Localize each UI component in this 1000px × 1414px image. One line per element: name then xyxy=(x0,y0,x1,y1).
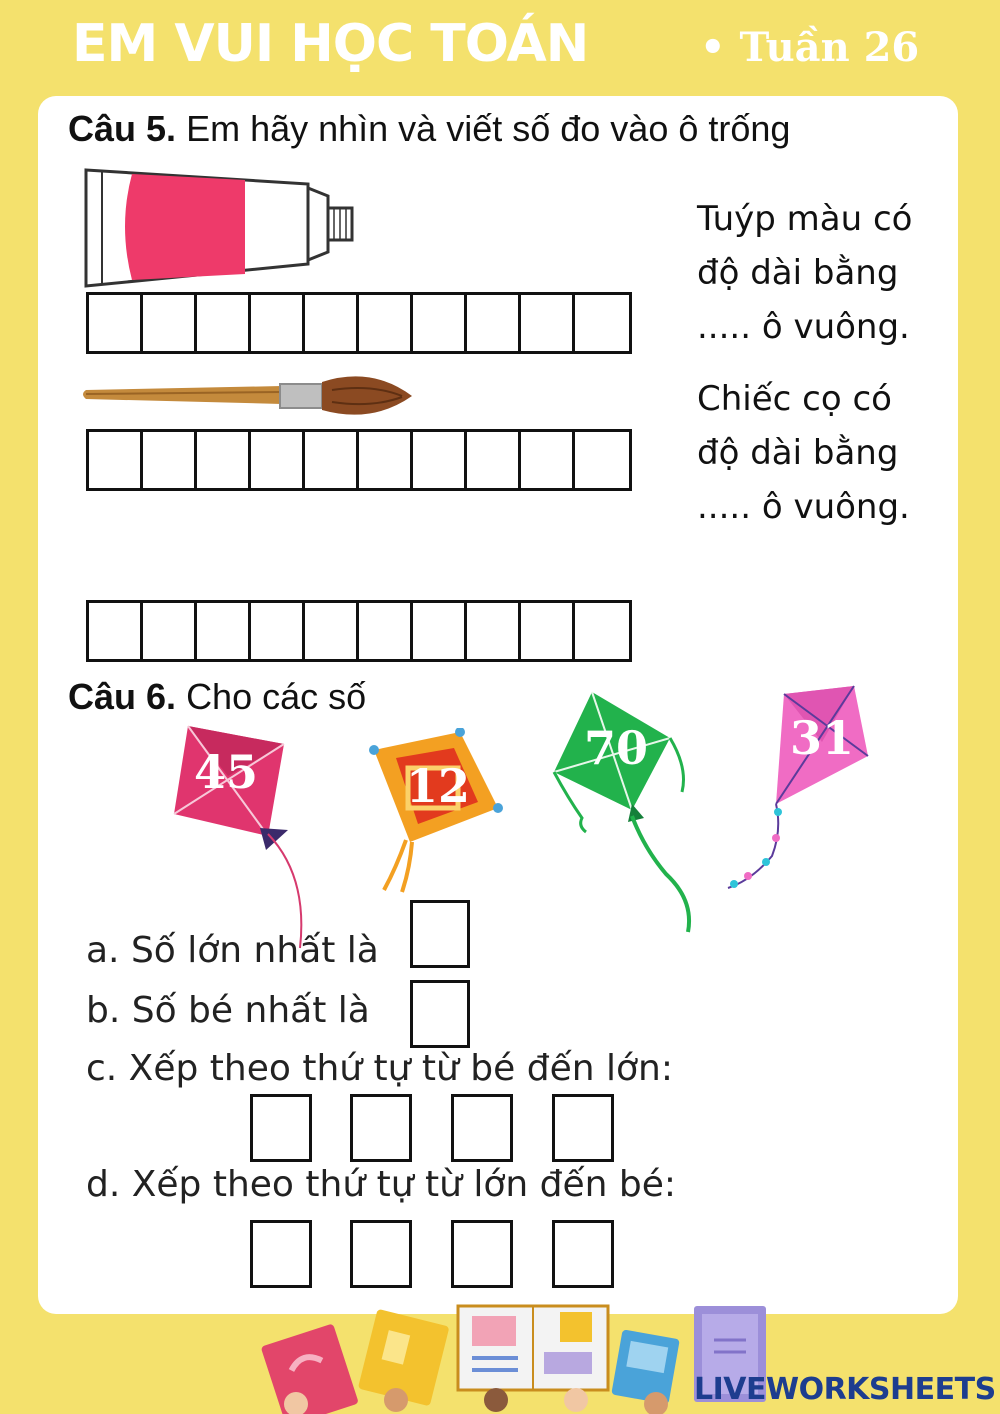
largest-number-input[interactable] xyxy=(410,900,470,968)
brush-length-note: Chiếc cọ có độ dài bằng ..... ô vuông. xyxy=(697,372,910,534)
ascending-order-input-2[interactable] xyxy=(350,1094,412,1162)
kite-45-number: 45 xyxy=(193,745,259,799)
ascending-order-input-4[interactable] xyxy=(552,1094,614,1162)
ascending-order-input-3[interactable] xyxy=(451,1094,513,1162)
tube-measure-grid xyxy=(86,292,632,354)
paint-tube-illustration xyxy=(80,166,370,292)
question-6d-text: d. Xếp theo thứ tự từ lớn đến bé: xyxy=(86,1164,677,1205)
kite-70-number: 70 xyxy=(583,721,649,775)
header-title: EM VUI HỌC TOÁN xyxy=(72,14,589,74)
question-6b-text: b. Số bé nhất là xyxy=(86,990,370,1031)
question-5-label: Câu 5. xyxy=(68,108,177,149)
brush-measure-grid xyxy=(86,429,632,491)
descending-order-input-1[interactable] xyxy=(250,1220,312,1288)
question-6-title xyxy=(68,676,366,718)
descending-order-input-2[interactable] xyxy=(350,1220,412,1288)
question-6c-text: c. Xếp theo thứ tự từ bé đến lớn: xyxy=(86,1048,673,1089)
question-6-text: Cho các số xyxy=(186,676,367,717)
kite-70 xyxy=(548,688,698,936)
kite-31 xyxy=(722,680,872,900)
kite-31-number: 31 xyxy=(789,711,855,765)
kite-45 xyxy=(168,716,318,956)
paintbrush-illustration xyxy=(82,372,418,422)
question-6-label: Câu 6. xyxy=(68,676,177,717)
descending-order-input-4[interactable] xyxy=(552,1220,614,1288)
liveworksheets-logo: LIVEWORKSHEETS xyxy=(694,1372,996,1407)
brush-length-answer[interactable]: ..... ô vuông. xyxy=(697,487,910,527)
descending-order-input-3[interactable] xyxy=(451,1220,513,1288)
kite-12-number: 12 xyxy=(405,759,471,813)
extra-measure-grid xyxy=(86,600,632,662)
question-5-text: Em hãy nhìn và viết số đo vào ô trống xyxy=(186,108,791,149)
week-label: • Tuần 26 xyxy=(700,24,920,71)
question-6a-text: a. Số lớn nhất là xyxy=(86,930,379,971)
question-5-title xyxy=(68,108,790,150)
ascending-order-input-1[interactable] xyxy=(250,1094,312,1162)
tube-length-answer[interactable]: ..... ô vuông. xyxy=(697,307,910,347)
kite-12 xyxy=(366,728,516,898)
tube-length-note: Tuýp màu có độ dài bằng ..... ô vuông. xyxy=(697,192,912,354)
smallest-number-input[interactable] xyxy=(410,980,470,1048)
